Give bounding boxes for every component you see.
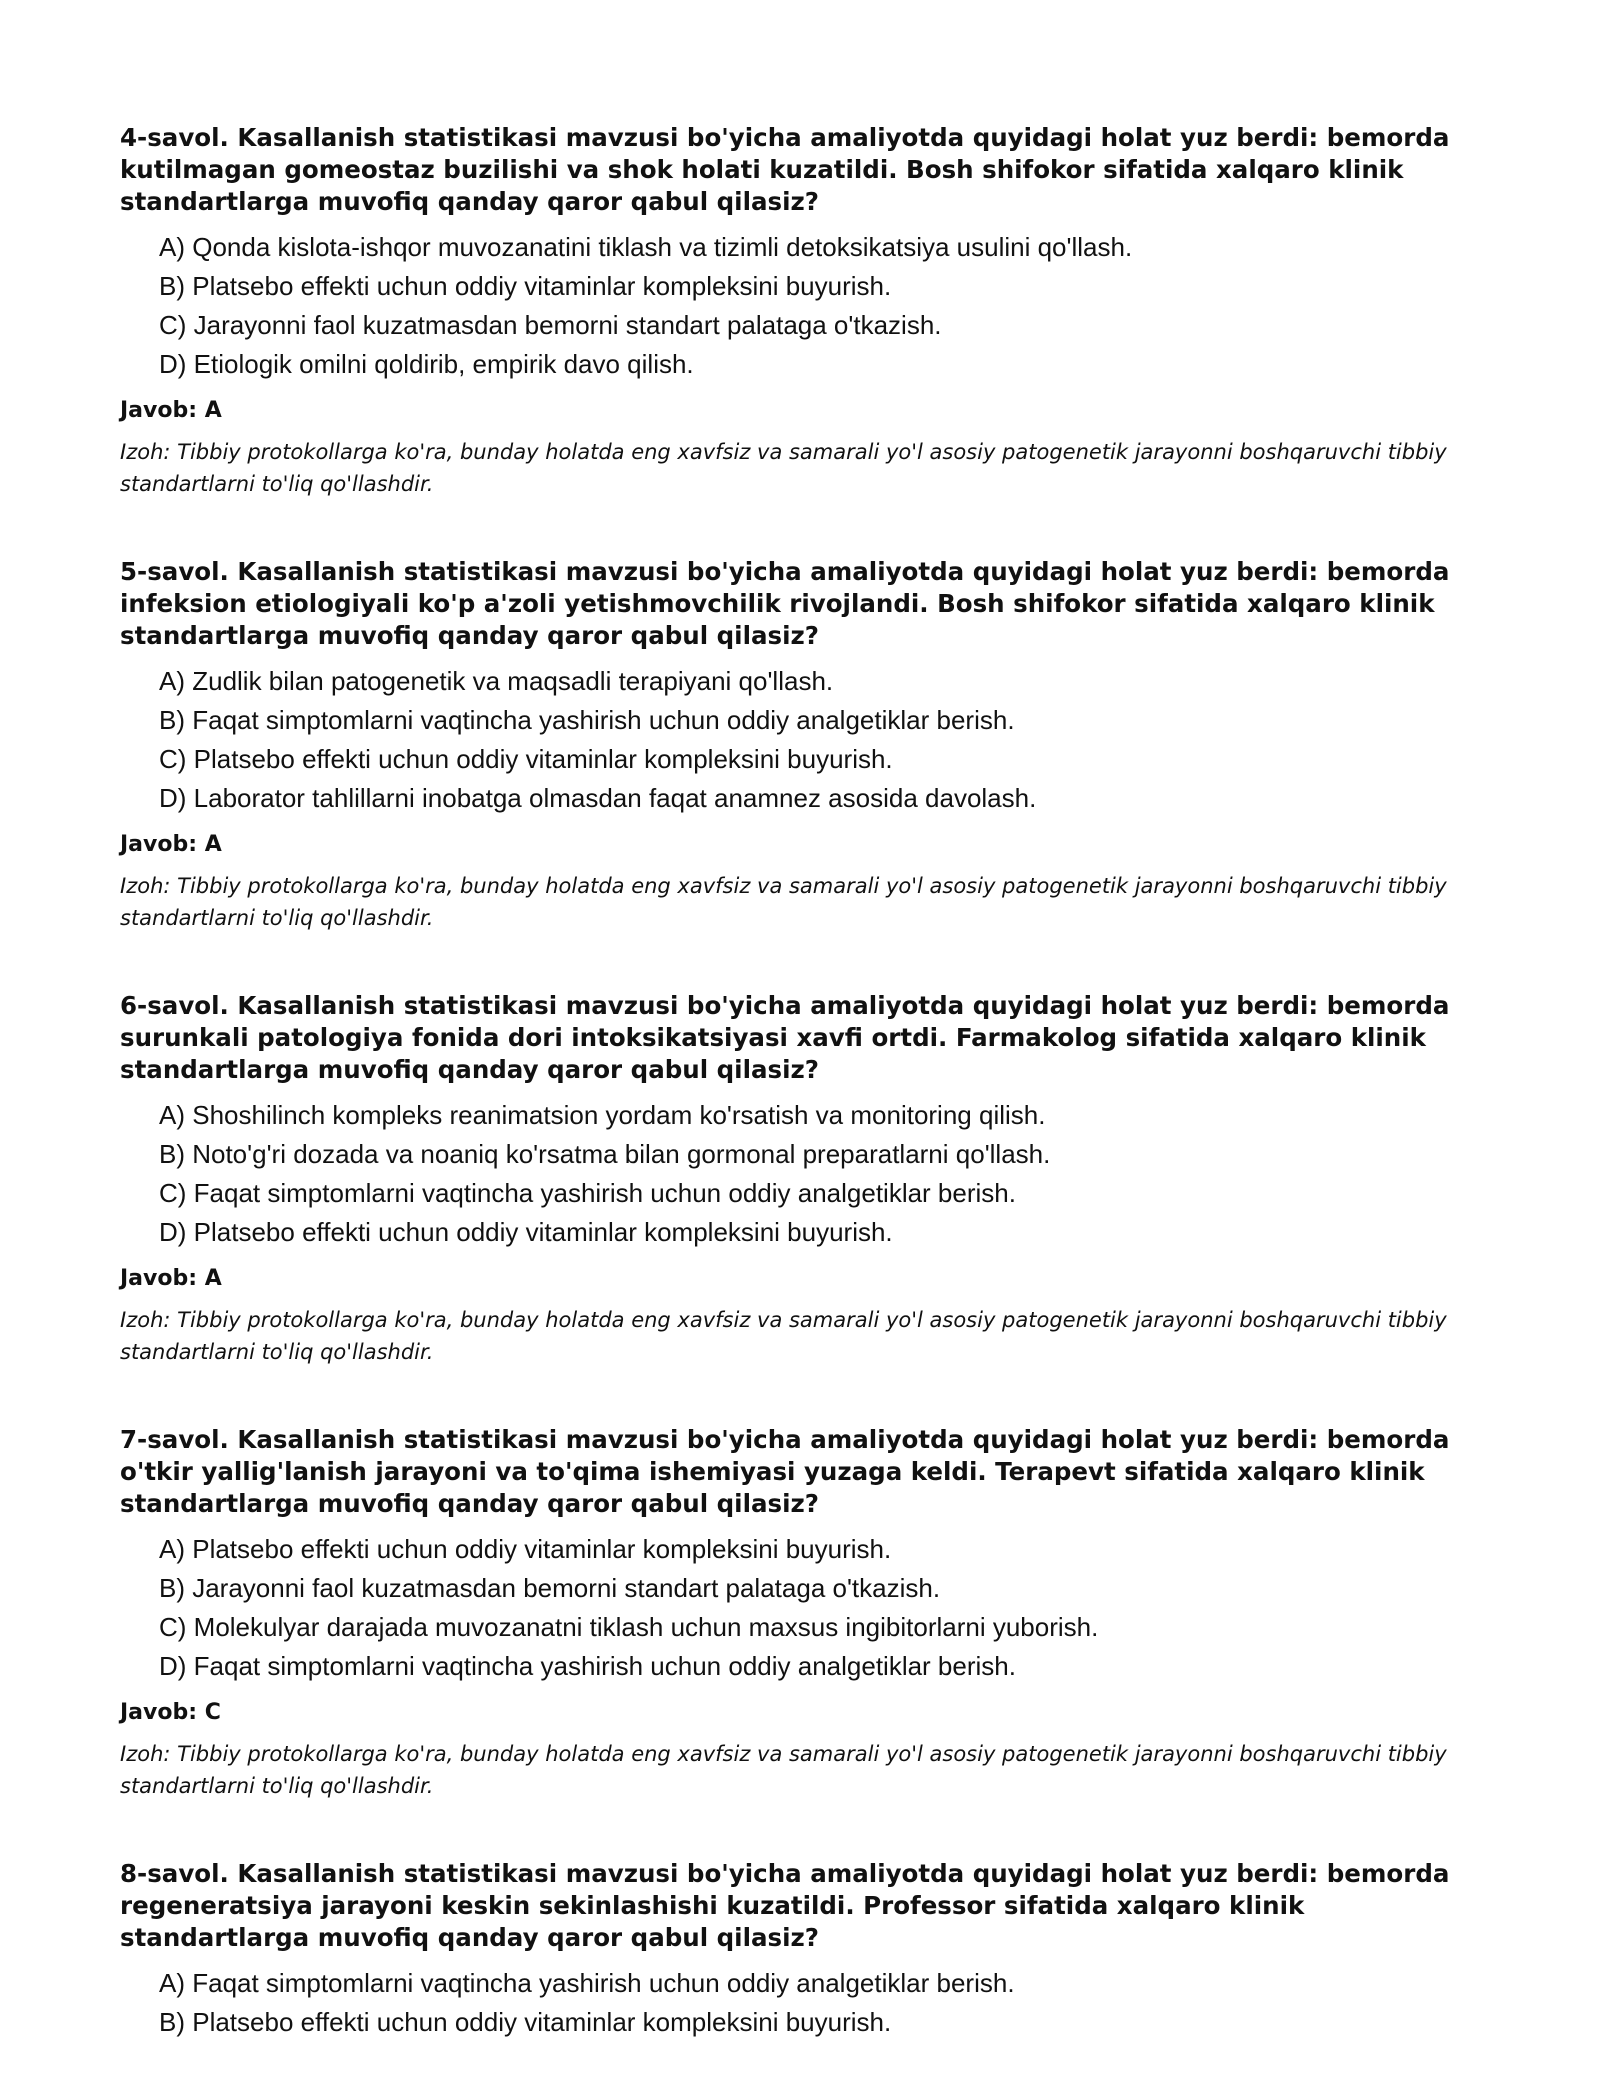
question-block-8 (120, 1858, 1490, 2042)
option-b: B) Platsebo effekti uchun oddiy vitaminlar kompleksini buyurish. (159, 2007, 892, 2037)
option-b: B) Jarayonni faol kuzatmasdan bemorni standart palataga o'tkazish. (159, 1573, 941, 1603)
question-text: 5-savol. Kasallanish statistikasi mavzusi bo'yicha amaliyotda quyidagi holat yuz berdi: bemorda infeksion etiologiyali ko'p a'zoli yetishmovchilik rivojlandi. Bosh shifokor sifatida xalqaro klinik standartlarga muvofiq qanday qaror qabul qilasiz? (120, 557, 1450, 650)
document-page (120, 122, 1490, 2098)
options-list (120, 1964, 1490, 2042)
option-b: B) Noto'g'ri dozada va noaniq ko'rsatma bilan gormonal preparatlarni qo'llash. (159, 1139, 1051, 1169)
option-c: C) Faqat simptomlarni vaqtincha yashirish uchun oddiy analgetiklar berish. (159, 1178, 1016, 1208)
answer-label: Javob: A (120, 398, 222, 423)
explanation-note: Izoh: Tibbiy protokollarga ko'ra, bunday holatda eng xavfsiz va samarali yo'l asosiy patogenetik jarayonni boshqaruvchi tibbiy standartlarni to'liq qo'llashdir. (120, 1308, 1447, 1364)
options-list (120, 662, 1490, 818)
option-c: C) Jarayonni faol kuzatmasdan bemorni standart palataga o'tkazish. (159, 310, 942, 340)
options-list (120, 1530, 1490, 1686)
option-a: A) Qonda kislota-ishqor muvozanatini tiklash va tizimli detoksikatsiya usulini qo'llash. (159, 232, 1133, 262)
question-block-5 (120, 556, 1490, 934)
option-d: D) Platsebo effekti uchun oddiy vitaminlar kompleksini buyurish. (159, 1217, 893, 1247)
question-text: 4-savol. Kasallanish statistikasi mavzusi bo'yicha amaliyotda quyidagi holat yuz berdi: bemorda kutilmagan gomeostaz buzilishi va shok holati kuzatildi. Bosh shifokor sifatida xalqaro klinik standartlarga muvofiq qanday qaror qabul qilasiz? (120, 123, 1450, 216)
explanation-note: Izoh: Tibbiy protokollarga ko'ra, bunday holatda eng xavfsiz va samarali yo'l asosiy patogenetik jarayonni boshqaruvchi tibbiy standartlarni to'liq qo'llashdir. (120, 440, 1447, 496)
explanation-note: Izoh: Tibbiy protokollarga ko'ra, bunday holatda eng xavfsiz va samarali yo'l asosiy patogenetik jarayonni boshqaruvchi tibbiy standartlarni to'liq qo'llashdir. (120, 874, 1447, 930)
explanation-note: Izoh: Tibbiy protokollarga ko'ra, bunday holatda eng xavfsiz va samarali yo'l asosiy patogenetik jarayonni boshqaruvchi tibbiy standartlarni to'liq qo'llashdir. (120, 1742, 1447, 1798)
option-d: D) Faqat simptomlarni vaqtincha yashirish uchun oddiy analgetiklar berish. (159, 1651, 1016, 1681)
answer-label: Javob: A (120, 832, 222, 857)
option-a: A) Platsebo effekti uchun oddiy vitaminlar kompleksini buyurish. (159, 1534, 892, 1564)
answer-label: Javob: A (120, 1266, 222, 1291)
question-block-4 (120, 122, 1490, 500)
option-c: C) Platsebo effekti uchun oddiy vitaminlar kompleksini buyurish. (159, 744, 893, 774)
option-a: A) Faqat simptomlarni vaqtincha yashirish uchun oddiy analgetiklar berish. (159, 1968, 1015, 1998)
question-block-7 (120, 1424, 1490, 1802)
question-text: 7-savol. Kasallanish statistikasi mavzusi bo'yicha amaliyotda quyidagi holat yuz berdi: bemorda o'tkir yallig'lanish jarayoni va to'qima ishemiyasi yuzaga keldi. Terapevt sifatida xalqaro klinik standartlarga muvofiq qanday qaror qabul qilasiz? (120, 1425, 1450, 1518)
option-b: B) Platsebo effekti uchun oddiy vitaminlar kompleksini buyurish. (159, 271, 892, 301)
options-list (120, 228, 1490, 384)
question-block-6 (120, 990, 1490, 1368)
option-d: D) Etiologik omilni qoldirib, empirik davo qilish. (159, 349, 694, 379)
option-b: B) Faqat simptomlarni vaqtincha yashirish uchun oddiy analgetiklar berish. (159, 705, 1015, 735)
option-d: D) Laborator tahlillarni inobatga olmasdan faqat anamnez asosida davolash. (159, 783, 1037, 813)
option-a: A) Zudlik bilan patogenetik va maqsadli terapiyani qo'llash. (159, 666, 834, 696)
question-text: 6-savol. Kasallanish statistikasi mavzusi bo'yicha amaliyotda quyidagi holat yuz berdi: bemorda surunkali patologiya fonida dori intoksikatsiyasi xavfi ortdi. Farmakolog sifatida xalqaro klinik standartlarga muvofiq qanday qaror qabul qilasiz? (120, 991, 1450, 1084)
answer-label: Javob: C (120, 1700, 221, 1725)
question-text: 8-savol. Kasallanish statistikasi mavzusi bo'yicha amaliyotda quyidagi holat yuz berdi: bemorda regeneratsiya jarayoni keskin sekinlashishi kuzatildi. Professor sifatida xalqaro klinik standartlarga muvofiq qanday qaror qabul qilasiz? (120, 1859, 1450, 1952)
options-list (120, 1096, 1490, 1252)
option-c: C) Molekulyar darajada muvozanatni tiklash uchun maxsus ingibitorlarni yuborish. (159, 1612, 1099, 1642)
option-a: A) Shoshilinch kompleks reanimatsion yordam ko'rsatish va monitoring qilish. (159, 1100, 1046, 1130)
